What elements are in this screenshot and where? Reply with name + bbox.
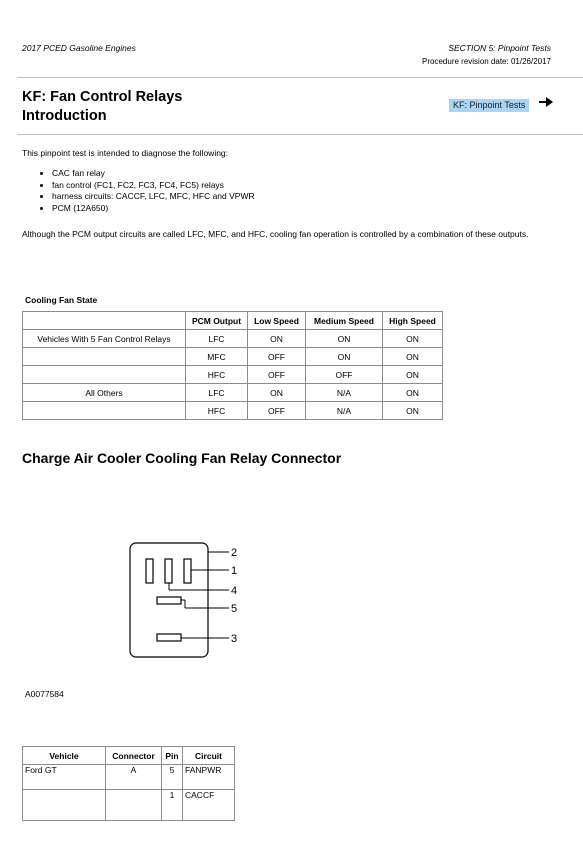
table-header: Connector (106, 747, 162, 765)
table-cell: 1 (162, 790, 183, 821)
terminal-blade (165, 559, 172, 583)
relay-connector-diagram (125, 538, 255, 662)
table-cell: A (106, 765, 162, 790)
fan-table-caption: Cooling Fan State (25, 295, 98, 305)
pin-label: 2 (231, 547, 238, 559)
table-row (23, 366, 443, 384)
table-cell: All Others (23, 384, 186, 402)
terminal-blade (184, 559, 191, 583)
intro-text: This pinpoint test is intended to diagnose the following: (22, 148, 229, 158)
table-header: Pin (162, 747, 183, 765)
table-cell: ON (248, 384, 306, 402)
table-cell: N/A (306, 402, 383, 420)
table-cell: ON (383, 384, 443, 402)
header-divider (18, 77, 583, 78)
list-item: • fan control (FC1, FC2, FC3, FC4, FC5) relays (52, 180, 255, 192)
table-row (23, 330, 443, 348)
table-cell: ON (383, 348, 443, 366)
page-title-line2: Introduction (22, 108, 107, 124)
table-cell: ON (383, 330, 443, 348)
figure-id: A0077584 (25, 689, 64, 699)
table-header: Vehicle (23, 747, 106, 765)
table-cell: OFF (248, 348, 306, 366)
table-cell: ON (383, 366, 443, 384)
table-cell (23, 402, 186, 420)
table-cell: FANPWR (183, 765, 235, 790)
arrow-right-icon[interactable] (538, 96, 554, 111)
table-cell: OFF (306, 366, 383, 384)
table-cell: 5 (162, 765, 183, 790)
pinpoint-tests-link[interactable]: KF: Pinpoint Tests (449, 99, 529, 112)
table-header: High Speed (383, 312, 443, 330)
page-title (22, 88, 182, 126)
diagnose-list (22, 168, 255, 214)
table-row (23, 402, 443, 420)
document-title: 2017 PCED Gasoline Engines (22, 43, 136, 53)
table-cell: HFC (186, 366, 248, 384)
pcm-output-note: Although the PCM output circuits are called LFC, MFC, and HFC, cooling fan operation is controlled by a combination of these outputs. (22, 229, 529, 239)
table-header-row (23, 312, 443, 330)
table-cell: ON (383, 402, 443, 420)
table-cell (106, 790, 162, 821)
table-row (23, 765, 235, 790)
table-cell: Ford GT (23, 765, 106, 790)
table-header: PCM Output (186, 312, 248, 330)
table-cell: OFF (248, 402, 306, 420)
table-header (23, 312, 186, 330)
section-label: SECTION 5: Pinpoint Tests (448, 43, 551, 53)
connector-pin-table (22, 746, 235, 821)
table-cell: Vehicles With 5 Fan Control Relays (23, 330, 186, 348)
list-item: • CAC fan relay (52, 168, 255, 180)
pin-label: 4 (231, 585, 238, 597)
terminal-blade (157, 634, 181, 641)
table-header: Low Speed (248, 312, 306, 330)
table-header-row (23, 747, 235, 765)
pin-label: 5 (231, 603, 238, 615)
table-cell (23, 790, 106, 821)
table-cell: LFC (186, 330, 248, 348)
table-cell: ON (248, 330, 306, 348)
table-cell (23, 366, 186, 384)
table-cell: CACCF (183, 790, 235, 821)
terminal-blade (157, 597, 181, 604)
connector-outline (130, 543, 208, 657)
page-bottom-edge (0, 823, 583, 842)
table-row (23, 384, 443, 402)
table-cell: OFF (248, 366, 306, 384)
revision-date: Procedure revision date: 01/26/2017 (422, 57, 551, 66)
list-item: • PCM (12A650) (52, 203, 255, 215)
table-header: Medium Speed (306, 312, 383, 330)
connector-heading: Charge Air Cooler Cooling Fan Relay Connector (22, 450, 342, 466)
pin-label: 1 (231, 565, 238, 577)
table-cell: LFC (186, 384, 248, 402)
cooling-fan-state-table (22, 311, 443, 420)
table-row (23, 790, 235, 821)
terminal-blade (146, 559, 153, 583)
table-cell: MFC (186, 348, 248, 366)
page-title-line1: KF: Fan Control Relays (22, 89, 183, 105)
table-cell: N/A (306, 384, 383, 402)
list-item: • harness circuits: CACCF, LFC, MFC, HFC and VPWR (52, 191, 255, 203)
table-cell (23, 348, 186, 366)
table-header: Circuit (183, 747, 235, 765)
pin-label: 3 (231, 633, 238, 645)
table-row (23, 348, 443, 366)
table-cell: ON (306, 330, 383, 348)
title-divider (18, 134, 583, 135)
table-cell: ON (306, 348, 383, 366)
table-cell: HFC (186, 402, 248, 420)
